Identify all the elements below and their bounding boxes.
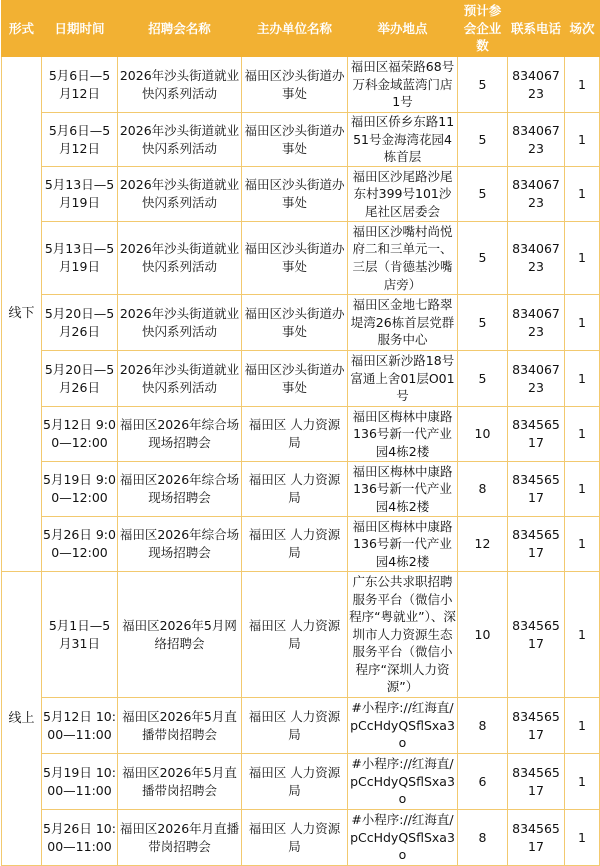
- cell-phone: 83406723: [508, 113, 565, 167]
- cell-companies: 6: [458, 754, 508, 810]
- cell-sessions: 1: [565, 167, 600, 222]
- cell-phone: 83456517: [508, 810, 565, 866]
- header-name: 招聘会名称: [118, 1, 242, 57]
- cell-venue: 福田区梅林中康路136号新一代产业园4栋2楼: [348, 462, 458, 517]
- table-row: [2, 517, 600, 572]
- cell-companies: 5: [458, 167, 508, 222]
- cell-phone: 83456517: [508, 754, 565, 810]
- cell-phone: 83456517: [508, 572, 565, 698]
- cell-companies: 10: [458, 407, 508, 462]
- cell-datetime: 5月13日—5月19日: [42, 222, 118, 295]
- cell-organizer: 福田区 人力资源局: [242, 698, 348, 754]
- cell-companies: 5: [458, 222, 508, 295]
- cell-datetime: 5月26日 9:00—12:00: [42, 517, 118, 572]
- cell-phone: 83406723: [508, 57, 565, 113]
- cell-name: 2026年沙头街道就业快闪系列活动: [118, 167, 242, 222]
- cell-venue: 福田区梅林中康路136号新一代产业园4栋2楼: [348, 517, 458, 572]
- cell-companies: 12: [458, 517, 508, 572]
- cell-phone: 83406723: [508, 351, 565, 407]
- header-sessions: 场次: [565, 1, 600, 57]
- header-organizer: 主办单位名称: [242, 1, 348, 57]
- cell-venue: 福田区福荣路68号万科金域蓝湾门店1号: [348, 57, 458, 113]
- table-row: [2, 407, 600, 462]
- cell-name: 2026年沙头街道就业快闪系列活动: [118, 351, 242, 407]
- cell-datetime: 5月20日—5月26日: [42, 295, 118, 351]
- cell-sessions: 1: [565, 698, 600, 754]
- cell-sessions: 1: [565, 295, 600, 351]
- job-fair-table: [1, 0, 600, 866]
- cell-companies: 8: [458, 698, 508, 754]
- cell-name: 2026年沙头街道就业快闪系列活动: [118, 57, 242, 113]
- cell-datetime: 5月19日 10:00—11:00: [42, 754, 118, 810]
- cell-companies: 5: [458, 57, 508, 113]
- cell-name: 福田区2026年月直播带岗招聘会: [118, 810, 242, 866]
- cell-organizer: 福田区沙头街道办事处: [242, 222, 348, 295]
- cell-datetime: 5月26日 10:00—11:00: [42, 810, 118, 866]
- cell-name: 福田区2026年5月直播带岗招聘会: [118, 698, 242, 754]
- cell-datetime: 5月19日 9:00—12:00: [42, 462, 118, 517]
- table-row: [2, 462, 600, 517]
- cell-companies: 5: [458, 351, 508, 407]
- cell-organizer: 福田区 人力资源局: [242, 517, 348, 572]
- cell-venue: #小程序://红海直/pCcHdyQSflSxa3o: [348, 754, 458, 810]
- table-row: [2, 572, 600, 698]
- cell-name: 福田区2026年5月直播带岗招聘会: [118, 754, 242, 810]
- cell-venue: #小程序://红海直/pCcHdyQSflSxa3o: [348, 810, 458, 866]
- header-row: [2, 1, 600, 57]
- cell-name: 2026年沙头街道就业快闪系列活动: [118, 295, 242, 351]
- cell-datetime: 5月12日 9:00—12:00: [42, 407, 118, 462]
- cell-phone: 83456517: [508, 407, 565, 462]
- table-row: [2, 351, 600, 407]
- cell-venue: 福田区侨乡东路1151号金海湾花园4栋首层: [348, 113, 458, 167]
- cell-companies: 8: [458, 462, 508, 517]
- category-online: 线上: [2, 572, 42, 866]
- cell-sessions: 1: [565, 113, 600, 167]
- cell-sessions: 1: [565, 517, 600, 572]
- cell-companies: 5: [458, 295, 508, 351]
- cell-venue: #小程序://红海直/pCcHdyQSflSxa3o: [348, 698, 458, 754]
- cell-name: 福田区2026年综合场现场招聘会: [118, 407, 242, 462]
- table-row: [2, 167, 600, 222]
- table-row: [2, 113, 600, 167]
- cell-datetime: 5月13日—5月19日: [42, 167, 118, 222]
- cell-phone: 83456517: [508, 462, 565, 517]
- cell-phone: 83456517: [508, 517, 565, 572]
- cell-sessions: 1: [565, 572, 600, 698]
- header-companies: 预计参会企业数: [458, 1, 508, 57]
- category-offline: 线下: [2, 57, 42, 572]
- cell-sessions: 1: [565, 222, 600, 295]
- cell-venue: 广东公共求职招聘服务平台（微信小程序“粤就业”）、深圳市人力资源生态服务平台（微信小程序“深圳人力资源”）: [348, 572, 458, 698]
- cell-organizer: 福田区 人力资源局: [242, 754, 348, 810]
- cell-venue: 福田区梅林中康路136号新一代产业园4栋2楼: [348, 407, 458, 462]
- cell-phone: 83456517: [508, 698, 565, 754]
- cell-organizer: 福田区沙头街道办事处: [242, 57, 348, 113]
- cell-sessions: 1: [565, 462, 600, 517]
- header-datetime: 日期时间: [42, 1, 118, 57]
- cell-venue: 福田区新沙路18号富通上舍01层O01号: [348, 351, 458, 407]
- cell-companies: 8: [458, 810, 508, 866]
- cell-name: 福田区2026年5月网络招聘会: [118, 572, 242, 698]
- table-row: [2, 810, 600, 866]
- table-row: [2, 754, 600, 810]
- cell-sessions: 1: [565, 754, 600, 810]
- cell-companies: 10: [458, 572, 508, 698]
- cell-phone: 83406723: [508, 222, 565, 295]
- cell-datetime: 5月12日 10:00—11:00: [42, 698, 118, 754]
- cell-sessions: 1: [565, 407, 600, 462]
- cell-sessions: 1: [565, 810, 600, 866]
- header-form: 形式: [2, 1, 42, 57]
- cell-name: 福田区2026年综合场现场招聘会: [118, 517, 242, 572]
- cell-venue: 福田区沙尾路沙尾东村399号101沙尾社区居委会: [348, 167, 458, 222]
- table-row: [2, 57, 600, 113]
- cell-name: 2026年沙头街道就业快闪系列活动: [118, 222, 242, 295]
- cell-organizer: 福田区沙头街道办事处: [242, 351, 348, 407]
- cell-phone: 83406723: [508, 167, 565, 222]
- table-row: [2, 222, 600, 295]
- cell-name: 福田区2026年综合场现场招聘会: [118, 462, 242, 517]
- cell-organizer: 福田区沙头街道办事处: [242, 295, 348, 351]
- cell-venue: 福田区沙嘴村尚悦府二和三单元一、三层（肯德基沙嘴店旁）: [348, 222, 458, 295]
- cell-venue: 福田区金地七路翠堤湾26栋首层党群服务中心: [348, 295, 458, 351]
- cell-sessions: 1: [565, 351, 600, 407]
- table-row: [2, 295, 600, 351]
- cell-organizer: 福田区沙头街道办事处: [242, 113, 348, 167]
- cell-datetime: 5月6日—5月12日: [42, 113, 118, 167]
- cell-name: 2026年沙头街道就业快闪系列活动: [118, 113, 242, 167]
- table-row: [2, 698, 600, 754]
- header-phone: 联系电话: [508, 1, 565, 57]
- cell-organizer: 福田区 人力资源局: [242, 462, 348, 517]
- cell-datetime: 5月6日—5月12日: [42, 57, 118, 113]
- cell-organizer: 福田区沙头街道办事处: [242, 167, 348, 222]
- cell-companies: 5: [458, 113, 508, 167]
- cell-organizer: 福田区 人力资源局: [242, 407, 348, 462]
- cell-phone: 83406723: [508, 295, 565, 351]
- cell-organizer: 福田区 人力资源局: [242, 810, 348, 866]
- cell-organizer: 福田区 人力资源局: [242, 572, 348, 698]
- cell-datetime: 5月20日—5月26日: [42, 351, 118, 407]
- cell-datetime: 5月1日—5月31日: [42, 572, 118, 698]
- cell-sessions: 1: [565, 57, 600, 113]
- header-venue: 举办地点: [348, 1, 458, 57]
